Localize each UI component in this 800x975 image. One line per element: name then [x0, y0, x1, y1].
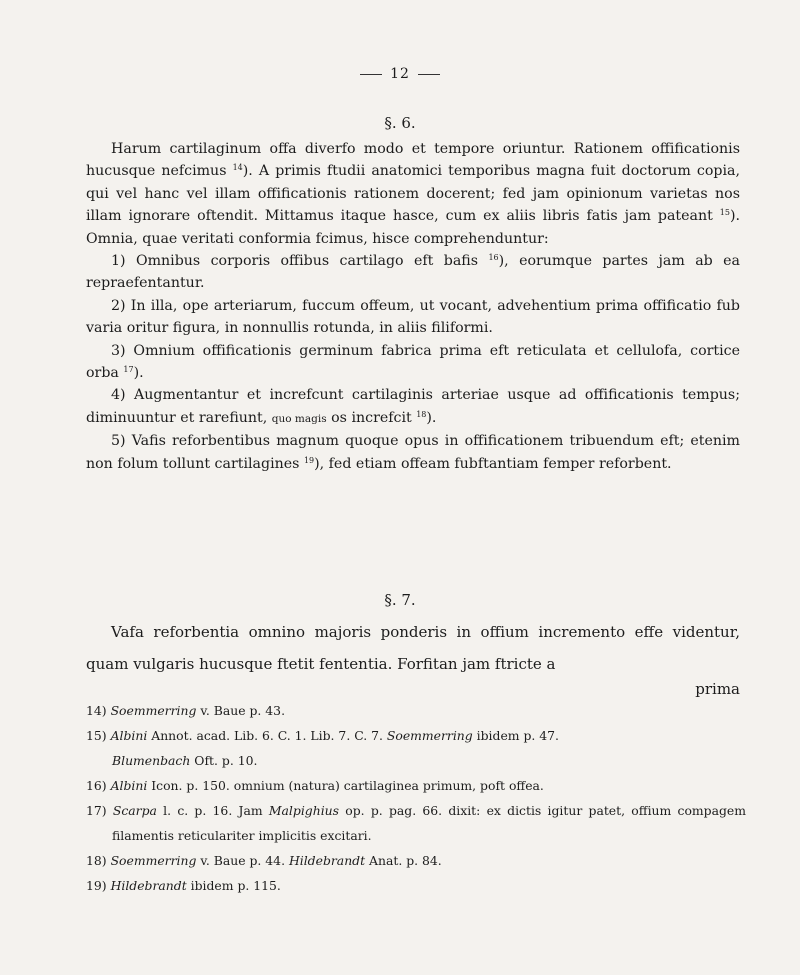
footnotes [86, 698, 746, 898]
footnote-18: 18) Soemmerring v. Baue p. 44. Hildebrandt Anat. p. 84. [86, 853, 442, 868]
footnote-14: 14) Soemmerring v. Baue p. 43. [86, 703, 286, 718]
section-7-paragraph: Vafa reforbentia omnino majoris ponderis in offium incremento effe videntur, quam vulgaris hucusque ftetit fententia. Forfitan jam ftricte a [86, 623, 740, 673]
item-4: 4) Augmentantur et increfcunt cartilaginis arteriae usque ad offificationis tempus; diminuuntur et rarefiunt, quo magis os increfcit $^{18}$). [86, 387, 740, 426]
paragraph-intro: Harum cartilaginum offa diverfo modo et tempore oriuntur. Rationem offificationis hucusque nefcimus $^{14}$). A primis ftudii anatomici temporibus magna fuit doctorum copia, qui vel hanc vel illam offificationis rationem docerent; fed jam opinionum varietas nos illam ignorare oftendit. Mittamus itaque hasce, cum ex aliis libris fatis jam pateant $^{15}$). Omnia, quae veritati conformia fcimus, hisce comprehenduntur: [86, 141, 740, 247]
footnote-ref-15: 15 [719, 208, 730, 218]
page-number [0, 66, 800, 82]
footnote-ref-16: 16 [488, 253, 499, 263]
item-1: 1) Omnibus corporis offibus cartilago eft bafis $^{16}$), eorumque partes jam ab ea repraefentantur. [86, 253, 740, 292]
section-6-heading: §. 6. [384, 114, 416, 132]
footnote-15-cont: Blumenbach Oft. p. 10. [112, 753, 258, 768]
left-dash [360, 74, 382, 75]
item-2: 2) In illa, ope arteriarum, fuccum offeum, ut vocant, advehentium prima offificatio fub varia oritur figura, in nonnullis rotunda, in aliis filiformi. [86, 297, 740, 337]
item-3: 3) Omnium offificationis germinum fabrica prima eft reticulata et cellulofa, cortice orba $^{17}$). [86, 342, 740, 382]
footnote-ref-19: 19 [303, 455, 315, 465]
section-7-body [86, 616, 740, 680]
footnote-ref-18: 18 [416, 409, 427, 419]
folio-number: 12 [390, 66, 410, 82]
section-6-body [86, 138, 740, 475]
item-5: 5) Vafis reforbentibus magnum quoque opus in offificationem tribuendum eft; etenim non folum tollunt cartilagines $^{19}$), fed etiam offeam fubftantiam femper reforbent. [86, 433, 740, 472]
right-dash [418, 74, 440, 75]
footnote-19: 19) Hildebrandt ibidem p. 115. [86, 878, 281, 893]
footnote-ref-14: 14 [232, 163, 243, 173]
footnote-17: 17) Scarpa l. c. p. 16. Jam Malpighius op. p. pag. 66. dixit: ex dictis igitur patet, offium compagem filamentis reticulariter implicitis excitari. [86, 803, 746, 843]
catchword: prima [695, 680, 740, 698]
section-7-heading: §. 7. [384, 591, 416, 609]
footnote-15: 15) Albini Annot. acad. Lib. 6. C. 1. Lib. 7. C. 7. Soemmerring ibidem p. 47. [86, 728, 559, 743]
footnote-ref-17: 17 [123, 365, 134, 375]
footnote-16: 16) Albini Icon. p. 150. omnium (natura) cartilaginea primum, poft offea. [86, 778, 544, 793]
